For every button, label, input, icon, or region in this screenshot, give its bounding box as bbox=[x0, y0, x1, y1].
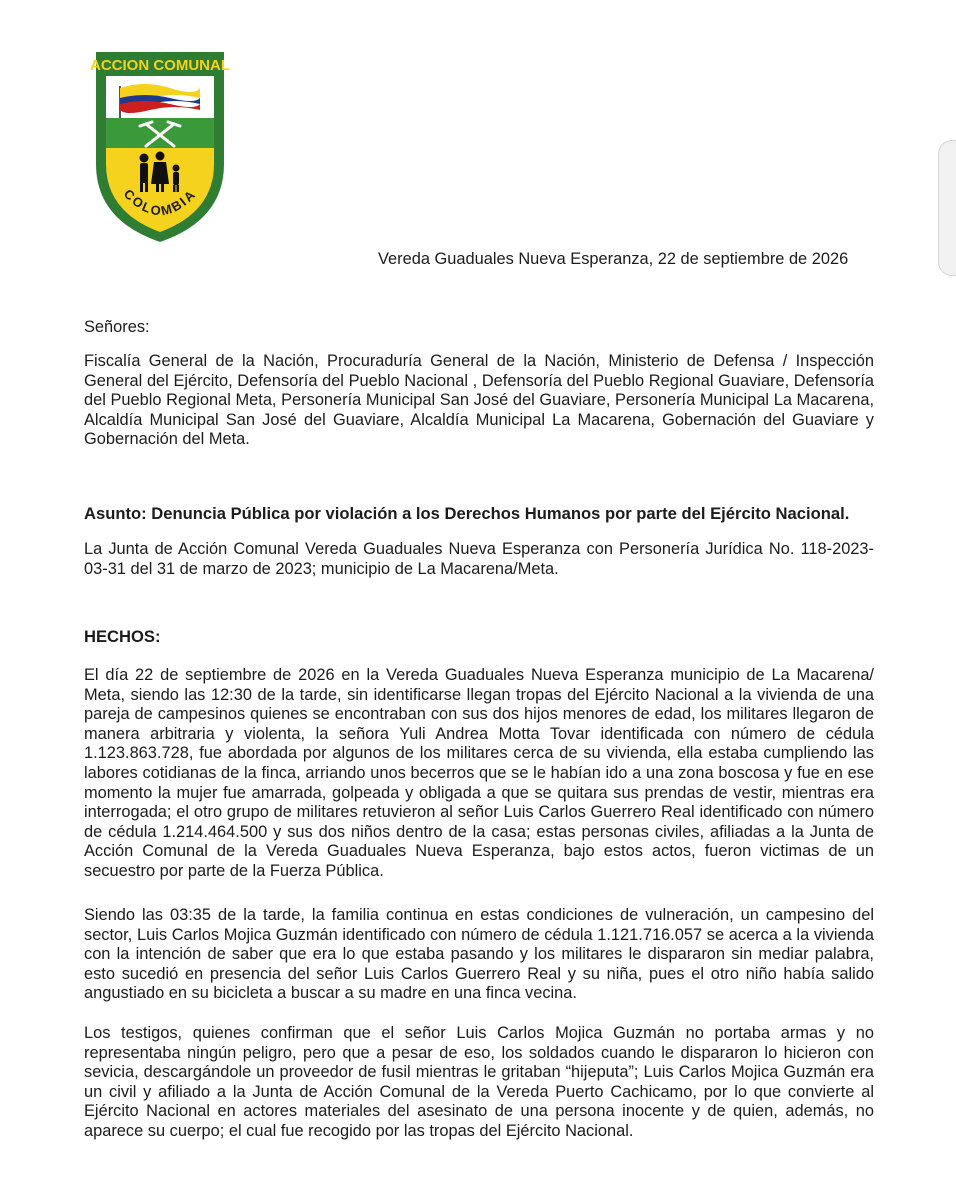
scroll-edge-tab[interactable] bbox=[938, 140, 956, 276]
date-line: Vereda Guaduales Nueva Esperanza, 22 de septiembre de 2026 bbox=[378, 250, 849, 268]
paragraph: El día 22 de septiembre de 2026 en la Vereda Guaduales Nueva Esperanza municipio de La Macarena/ Meta, siendo las 12:30 de la tarde, sin identificarse llegan tropas del Ejército Nacional a la vivienda de una pareja de campesinos quienes se encontraban con sus dos hijos menores de edad, los militares llegaron de manera arbitraria y violenta, la señora Yuli Andrea Motta Tovar identificada con número de cédula 1.123.863.728, fue abordada por algunos de los militares cerca de su vivienda, ella estaba cumpliendo las labores cotidianas de la finca, arriando unos becerros que se le habían ido a una zona boscosa y fue en ese momento la mujer fue amarrada, golpeada y obligada a que se quitara sus prendas de vestir, mientras era interrogada; el otro grupo de militares retuvieron al señor Luis Carlos Guerrero Real identificado con número de cédula 1.214.464.500 y sus dos niños dentro de la casa; estas personas civiles, afiliadas a la Junta de Acción Comunal de la Vereda Guaduales Nueva Esperanza, bajo estos actos, fueron victimas de un secuestro por parte de la Fuerza Pública. bbox=[84, 666, 874, 880]
logo-bottom-text: COLOMBIA bbox=[120, 186, 200, 219]
hechos-heading: HECHOS: bbox=[84, 627, 161, 646]
recipients-list: Fiscalía General de la Nación, Procuraduría General de la Nación, Ministerio de Defensa / Inspección General del Ejército, Defensoría del Pueblo Nacional , Defensoría del Pueblo Regional Guaviare, Defensoría del Pueblo Regional Meta, Personería Municipal San José del Guaviare, Personería Municipal La Macarena, Alcaldía Municipal San José del Guaviare, Alcaldía Municipal La Macarena, Gobernación del Guaviare y Gobernación del Meta. bbox=[84, 352, 874, 449]
accion-comunal-logo bbox=[90, 46, 230, 246]
paragraph: Siendo las 03:35 de la tarde, la familia continua en estas condiciones de vulneración, un campesino del sector, Luis Carlos Mojica Guzmán identificado con número de cédula 1.121.716.057 se acerca a la vivienda con la intención de saber que era lo que estaba pasando y los militares le dispararon sin mediar palabra, esto sucedió en presencia del señor Luis Carlos Guerrero Real y su niña, pues el otro niño había salido angustiado en su bicicleta a buscar a su madre en una finca vecina. bbox=[84, 906, 874, 1003]
paragraph: Los testigos, quienes confirman que el señor Luis Carlos Mojica Guzmán no portaba armas y no representaba ningún peligro, pero que a pesar de eso, los soldados cuando le dispararon lo hicieron con sevicia, descargándole un proveedor de fusil mientras le gritaban “hijeputa”; Luis Carlos Mojica Guzmán era un civil y afiliado a la Junta de Acción Comunal de la Vereda Puerto Cachicamo, por lo que convierte al Ejército Nacional en actores materiales del asesinato de una persona inocente y de quien, además, no aparece su cuerpo; el cual fue recogido por las tropas del Ejército Nacional. bbox=[84, 1024, 874, 1140]
intro-paragraph: La Junta de Acción Comunal Vereda Guaduales Nueva Esperanza con Personería Jurídica No. 118-2023-03-31 del 31 de marzo de 2023; municipio de La Macarena/Meta. bbox=[84, 540, 874, 578]
logo-top-text: ACCION COMUNAL bbox=[90, 57, 230, 74]
salutation: Señores: bbox=[84, 318, 150, 336]
subject-line: Asunto: Denuncia Pública por violación a los Derechos Humanos por parte del Ejército Nacional. bbox=[84, 504, 850, 523]
